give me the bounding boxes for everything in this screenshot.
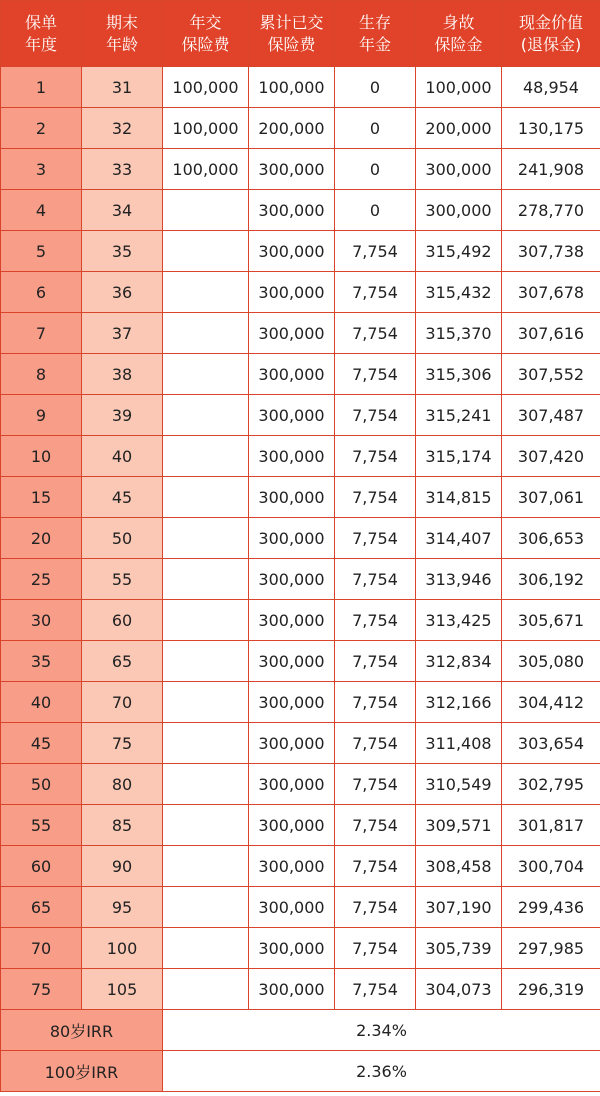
header-death-benefit	[416, 1, 502, 67]
cell-cumulative-premium: 300,000	[249, 887, 335, 928]
header-age-line: 期末	[105, 12, 138, 32]
cell-death-benefit: 314,407	[416, 518, 502, 559]
cell-age: 32	[82, 108, 163, 149]
cell-survival-annuity: 7,754	[335, 518, 416, 559]
cell-death-benefit: 315,174	[416, 436, 502, 477]
cell-survival-annuity: 7,754	[335, 723, 416, 764]
cell-age: 38	[82, 354, 163, 395]
cell-death-benefit: 310,549	[416, 764, 502, 805]
table-row	[1, 354, 600, 395]
cell-survival-annuity: 7,754	[335, 313, 416, 354]
table-row	[1, 559, 600, 600]
cell-cumulative-premium: 300,000	[249, 600, 335, 641]
cell-age: 55	[82, 559, 163, 600]
cell-cash-value: 305,671	[502, 600, 600, 641]
table-row	[1, 600, 600, 641]
cell-cash-value: 305,080	[502, 641, 600, 682]
table-row	[1, 149, 600, 190]
cell-annual-premium	[163, 805, 249, 846]
cell-annual-premium	[163, 682, 249, 723]
table-row	[1, 272, 600, 313]
table-row	[1, 67, 600, 108]
cell-age: 100	[82, 928, 163, 969]
header-death-benefit-line: 身故	[442, 12, 475, 32]
header-age-line: 年龄	[105, 34, 138, 54]
cell-death-benefit: 300,000	[416, 149, 502, 190]
cell-age: 60	[82, 600, 163, 641]
cell-cash-value: 48,954	[502, 67, 600, 108]
header-cash-value-line: 现金价值	[518, 12, 583, 32]
cell-cumulative-premium: 300,000	[249, 764, 335, 805]
table-row	[1, 682, 600, 723]
cell-cash-value: 297,985	[502, 928, 600, 969]
cell-survival-annuity: 7,754	[335, 354, 416, 395]
cell-policy-year: 6	[1, 272, 82, 313]
table-row	[1, 477, 600, 518]
table-header	[1, 1, 600, 67]
cell-cumulative-premium: 300,000	[249, 518, 335, 559]
cell-cash-value: 300,704	[502, 846, 600, 887]
cell-cash-value: 307,487	[502, 395, 600, 436]
cell-age: 45	[82, 477, 163, 518]
cell-annual-premium	[163, 395, 249, 436]
cell-death-benefit: 315,492	[416, 231, 502, 272]
table-body	[1, 67, 600, 1010]
cell-age: 50	[82, 518, 163, 559]
header-annual-premium-line: 年交	[189, 12, 222, 32]
irr-value: 2.34%	[163, 1010, 600, 1051]
cell-annual-premium	[163, 190, 249, 231]
table-row	[1, 190, 600, 231]
cell-survival-annuity: 7,754	[335, 436, 416, 477]
cell-survival-annuity: 7,754	[335, 764, 416, 805]
cell-annual-premium	[163, 928, 249, 969]
cell-death-benefit: 305,739	[416, 928, 502, 969]
cell-policy-year: 8	[1, 354, 82, 395]
irr-label: 80岁IRR	[1, 1010, 163, 1051]
header-survival-annuity-line: 年金	[358, 34, 391, 54]
cell-survival-annuity: 7,754	[335, 231, 416, 272]
cell-survival-annuity: 7,754	[335, 887, 416, 928]
table-row	[1, 518, 600, 559]
cell-age: 70	[82, 682, 163, 723]
cell-survival-annuity: 7,754	[335, 477, 416, 518]
cell-cumulative-premium: 300,000	[249, 354, 335, 395]
cell-death-benefit: 314,815	[416, 477, 502, 518]
cell-cumulative-premium: 100,000	[249, 67, 335, 108]
header-cash-value-line: (退保金)	[520, 34, 582, 54]
cell-policy-year: 3	[1, 149, 82, 190]
header-age	[82, 1, 163, 67]
header-cumulative-premium-line: 累计已交	[259, 12, 324, 32]
header-death-benefit-line: 保险金	[434, 34, 483, 54]
cell-cash-value: 130,175	[502, 108, 600, 149]
cell-policy-year: 5	[1, 231, 82, 272]
cell-annual-premium: 100,000	[163, 67, 249, 108]
cell-policy-year: 25	[1, 559, 82, 600]
irr-row	[1, 1051, 600, 1092]
cell-annual-premium: 100,000	[163, 108, 249, 149]
cell-annual-premium	[163, 313, 249, 354]
cell-cash-value: 296,319	[502, 969, 600, 1010]
cell-death-benefit: 304,073	[416, 969, 502, 1010]
cell-annual-premium	[163, 518, 249, 559]
cell-cumulative-premium: 200,000	[249, 108, 335, 149]
cell-policy-year: 50	[1, 764, 82, 805]
irr-label: 100岁IRR	[1, 1051, 163, 1092]
cell-survival-annuity: 7,754	[335, 559, 416, 600]
cell-cumulative-premium: 300,000	[249, 313, 335, 354]
cell-survival-annuity: 7,754	[335, 641, 416, 682]
table-row	[1, 846, 600, 887]
cell-cumulative-premium: 300,000	[249, 559, 335, 600]
cell-cumulative-premium: 300,000	[249, 231, 335, 272]
irr-summary	[1, 1010, 600, 1092]
cell-annual-premium	[163, 600, 249, 641]
cell-survival-annuity: 7,754	[335, 969, 416, 1010]
cell-cumulative-premium: 300,000	[249, 928, 335, 969]
cell-cash-value: 306,192	[502, 559, 600, 600]
cell-policy-year: 70	[1, 928, 82, 969]
cell-death-benefit: 309,571	[416, 805, 502, 846]
header-cash-value	[502, 1, 600, 67]
cell-cumulative-premium: 300,000	[249, 272, 335, 313]
cell-cash-value: 278,770	[502, 190, 600, 231]
cell-annual-premium	[163, 887, 249, 928]
cell-policy-year: 40	[1, 682, 82, 723]
cell-death-benefit: 312,834	[416, 641, 502, 682]
table-row	[1, 723, 600, 764]
cell-cash-value: 301,817	[502, 805, 600, 846]
cell-cumulative-premium: 300,000	[249, 436, 335, 477]
header-policy-year	[1, 1, 82, 67]
cell-age: 33	[82, 149, 163, 190]
cell-age: 31	[82, 67, 163, 108]
cell-cumulative-premium: 300,000	[249, 846, 335, 887]
cell-cumulative-premium: 300,000	[249, 395, 335, 436]
cell-cumulative-premium: 300,000	[249, 149, 335, 190]
cell-policy-year: 7	[1, 313, 82, 354]
irr-row	[1, 1010, 600, 1051]
table-row	[1, 969, 600, 1010]
cell-age: 40	[82, 436, 163, 477]
cell-survival-annuity: 7,754	[335, 682, 416, 723]
cell-death-benefit: 315,432	[416, 272, 502, 313]
cell-cash-value: 307,616	[502, 313, 600, 354]
header-policy-year-line: 年度	[24, 34, 57, 54]
cell-annual-premium	[163, 272, 249, 313]
cell-policy-year: 15	[1, 477, 82, 518]
cell-annual-premium	[163, 846, 249, 887]
cell-death-benefit: 312,166	[416, 682, 502, 723]
cell-death-benefit: 308,458	[416, 846, 502, 887]
cell-death-benefit: 315,370	[416, 313, 502, 354]
cell-cash-value: 307,061	[502, 477, 600, 518]
cell-policy-year: 65	[1, 887, 82, 928]
cell-annual-premium	[163, 559, 249, 600]
cell-annual-premium	[163, 477, 249, 518]
cell-death-benefit: 315,306	[416, 354, 502, 395]
cell-policy-year: 45	[1, 723, 82, 764]
cell-policy-year: 20	[1, 518, 82, 559]
cell-age: 35	[82, 231, 163, 272]
cell-policy-year: 9	[1, 395, 82, 436]
cell-annual-premium	[163, 764, 249, 805]
cell-survival-annuity: 0	[335, 67, 416, 108]
cell-survival-annuity: 0	[335, 190, 416, 231]
cell-age: 95	[82, 887, 163, 928]
cell-annual-premium	[163, 354, 249, 395]
cell-annual-premium	[163, 231, 249, 272]
header-row	[1, 1, 600, 67]
cell-age: 37	[82, 313, 163, 354]
irr-value: 2.36%	[163, 1051, 600, 1092]
cell-cumulative-premium: 300,000	[249, 723, 335, 764]
table-row	[1, 641, 600, 682]
cell-age: 80	[82, 764, 163, 805]
cell-survival-annuity: 7,754	[335, 846, 416, 887]
cell-cumulative-premium: 300,000	[249, 190, 335, 231]
cell-age: 90	[82, 846, 163, 887]
cell-policy-year: 60	[1, 846, 82, 887]
cell-cash-value: 303,654	[502, 723, 600, 764]
cell-policy-year: 30	[1, 600, 82, 641]
table-row	[1, 108, 600, 149]
cell-policy-year: 35	[1, 641, 82, 682]
table-row	[1, 805, 600, 846]
cell-annual-premium: 100,000	[163, 149, 249, 190]
cell-cash-value: 306,653	[502, 518, 600, 559]
cell-cash-value: 299,436	[502, 887, 600, 928]
cell-policy-year: 55	[1, 805, 82, 846]
cell-survival-annuity: 7,754	[335, 272, 416, 313]
header-annual-premium-line: 保险费	[181, 34, 230, 54]
cell-death-benefit: 315,241	[416, 395, 502, 436]
cell-age: 36	[82, 272, 163, 313]
cell-cumulative-premium: 300,000	[249, 641, 335, 682]
table-row	[1, 313, 600, 354]
cell-age: 85	[82, 805, 163, 846]
cell-age: 34	[82, 190, 163, 231]
header-survival-annuity-line: 生存	[358, 12, 391, 32]
cell-death-benefit: 300,000	[416, 190, 502, 231]
table-row	[1, 231, 600, 272]
cell-cumulative-premium: 300,000	[249, 477, 335, 518]
cell-policy-year: 10	[1, 436, 82, 477]
cell-cash-value: 307,678	[502, 272, 600, 313]
cell-policy-year: 1	[1, 67, 82, 108]
cell-annual-premium	[163, 641, 249, 682]
table-row	[1, 764, 600, 805]
cell-cumulative-premium: 300,000	[249, 682, 335, 723]
cell-cash-value: 307,420	[502, 436, 600, 477]
header-cumulative-premium-line: 保险费	[267, 34, 316, 54]
cell-death-benefit: 313,425	[416, 600, 502, 641]
cell-death-benefit: 311,408	[416, 723, 502, 764]
header-survival-annuity	[335, 1, 416, 67]
cell-policy-year: 4	[1, 190, 82, 231]
cell-survival-annuity: 7,754	[335, 805, 416, 846]
cell-age: 39	[82, 395, 163, 436]
cell-cash-value: 302,795	[502, 764, 600, 805]
cell-age: 75	[82, 723, 163, 764]
table-row	[1, 395, 600, 436]
cell-annual-premium	[163, 723, 249, 764]
header-cumulative-premium	[249, 1, 335, 67]
table-row	[1, 887, 600, 928]
cell-cumulative-premium: 300,000	[249, 805, 335, 846]
cell-annual-premium	[163, 436, 249, 477]
cell-annual-premium	[163, 969, 249, 1010]
cell-cumulative-premium: 300,000	[249, 969, 335, 1010]
cell-death-benefit: 313,946	[416, 559, 502, 600]
cell-survival-annuity: 7,754	[335, 928, 416, 969]
cell-age: 65	[82, 641, 163, 682]
table-row	[1, 928, 600, 969]
cell-policy-year: 2	[1, 108, 82, 149]
cell-cash-value: 304,412	[502, 682, 600, 723]
cell-survival-annuity: 7,754	[335, 395, 416, 436]
cell-cash-value: 307,552	[502, 354, 600, 395]
header-annual-premium	[163, 1, 249, 67]
cell-survival-annuity: 0	[335, 149, 416, 190]
table-row	[1, 436, 600, 477]
cell-death-benefit: 307,190	[416, 887, 502, 928]
cell-policy-year: 75	[1, 969, 82, 1010]
cell-death-benefit: 100,000	[416, 67, 502, 108]
cell-cash-value: 241,908	[502, 149, 600, 190]
cell-death-benefit: 200,000	[416, 108, 502, 149]
cell-survival-annuity: 0	[335, 108, 416, 149]
cell-survival-annuity: 7,754	[335, 600, 416, 641]
cell-age: 105	[82, 969, 163, 1010]
cell-cash-value: 307,738	[502, 231, 600, 272]
header-policy-year-line: 保单	[24, 12, 57, 32]
